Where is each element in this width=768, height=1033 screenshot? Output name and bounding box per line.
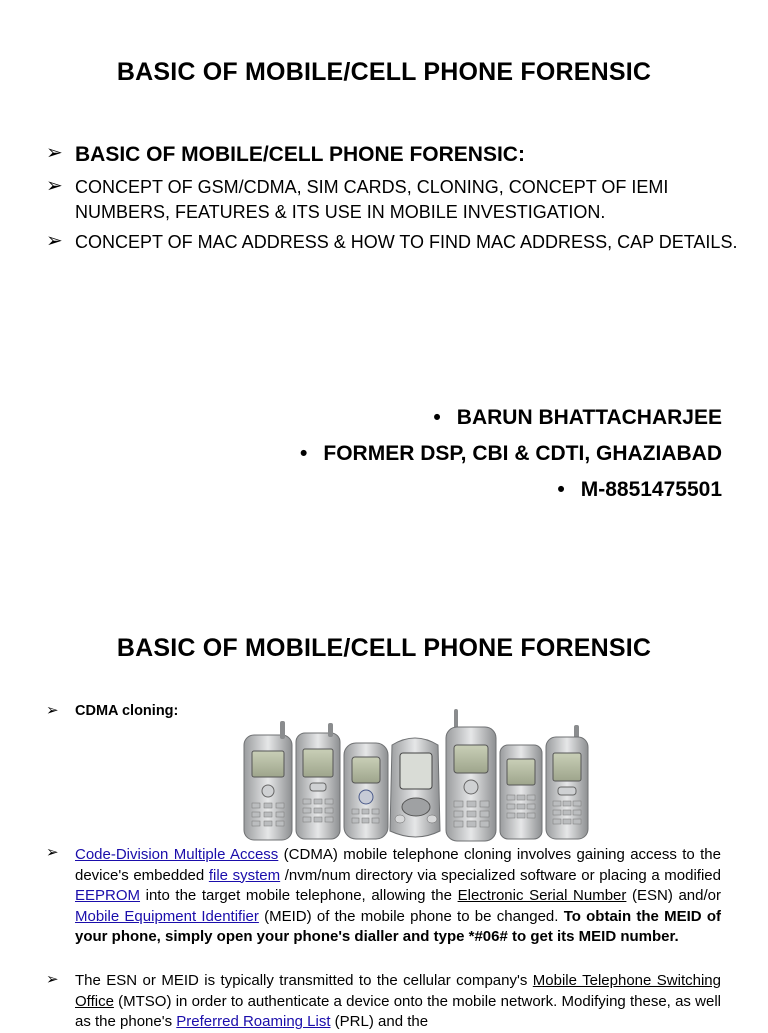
- p1-text-5: (MEID) of the mobile phone to be changed.: [258, 907, 564, 925]
- bullet-dot-icon: •: [300, 442, 308, 465]
- arrow-bullet-icon: ➢: [46, 702, 59, 719]
- author-role-text: FORMER DSP, CBI & CDTI, GHAZIABAD: [323, 442, 722, 465]
- link-meid[interactable]: Mobile Equipment Identifier: [75, 907, 259, 925]
- phone-2: [296, 723, 340, 839]
- link-cdma[interactable]: Code-Division Multiple Access: [75, 846, 279, 863]
- phone-6: [500, 745, 542, 839]
- p1-text-2: /nvm/num directory via specialized software or placing a modified: [280, 866, 721, 884]
- author-name: [433, 406, 722, 430]
- bullet-gsm-line2: NUMBERS, FEATURES & ITS USE IN MOBILE INVESTIGATION.: [75, 202, 606, 222]
- esn-term: Electronic Serial Number: [457, 887, 627, 904]
- link-file-system[interactable]: file system: [208, 866, 281, 884]
- mtso-term: Mobile Telephone Switching Office: [75, 972, 721, 1010]
- arrow-bullet-icon: ➢: [46, 971, 59, 988]
- author-role: [300, 442, 722, 466]
- arrow-bullet-icon: ➢: [46, 230, 63, 252]
- link-eeprom[interactable]: EEPROM: [75, 887, 141, 904]
- phone-3: [344, 743, 388, 839]
- slide2-title: BASIC OF MOBILE/CELL PHONE FORENSIC: [116, 634, 652, 662]
- p1-text-3: into the target mobile telephone, allowing the: [140, 887, 458, 904]
- author-name-text: BARUN BHATTACHARJEE: [456, 406, 722, 429]
- arrow-bullet-icon: ➢: [46, 175, 63, 197]
- p2-text-3: (PRL) and the: [330, 1013, 429, 1030]
- p2-text-1: The ESN or MEID is typically transmitted to the cellular company's: [75, 972, 533, 989]
- bullet-dot-icon: •: [433, 406, 441, 429]
- arrow-bullet-icon: ➢: [46, 142, 63, 164]
- bullet-gsm-line1: CONCEPT OF GSM/CDMA, SIM CARDS, CLONING, CONCEPT OF IEMI: [75, 177, 669, 197]
- cdma-heading: CDMA cloning:: [75, 703, 179, 719]
- p1-text-4: (ESN) and/or: [626, 887, 721, 904]
- phone-1: [244, 721, 292, 840]
- link-prl[interactable]: Preferred Roaming List: [176, 1013, 331, 1030]
- esn-paragraph: [75, 971, 721, 1033]
- arrow-bullet-icon: ➢: [46, 844, 59, 861]
- cdma-paragraph: [75, 845, 721, 948]
- bullet-dot-icon: •: [557, 478, 565, 501]
- phone-7: [546, 725, 588, 839]
- bullet-mac: CONCEPT OF MAC ADDRESS & HOW TO FIND MAC ADDRESS, CAP DETAILS.: [75, 232, 738, 252]
- slide1-title: BASIC OF MOBILE/CELL PHONE FORENSIC: [116, 58, 652, 86]
- phone-5: [446, 709, 496, 841]
- author-phone-text: M-8851475501: [580, 478, 722, 501]
- bullet-main-heading: BASIC OF MOBILE/CELL PHONE FORENSIC:: [75, 143, 525, 166]
- meid-instruction: To obtain the MEID of your phone, simply open your phone's dialler and type *#06# to get its MEID number.: [75, 907, 721, 945]
- author-phone: [557, 478, 722, 502]
- p1-text-1: (CDMA) mobile telephone cloning involves gaining access to the device's embedded: [75, 846, 721, 884]
- p2-text-2: (MTSO) in order to authenticate a device onto the mobile network. Modifying these, as well as the phone's: [75, 992, 721, 1030]
- phone-4: [390, 738, 440, 837]
- mobile-phones-image: [240, 707, 590, 842]
